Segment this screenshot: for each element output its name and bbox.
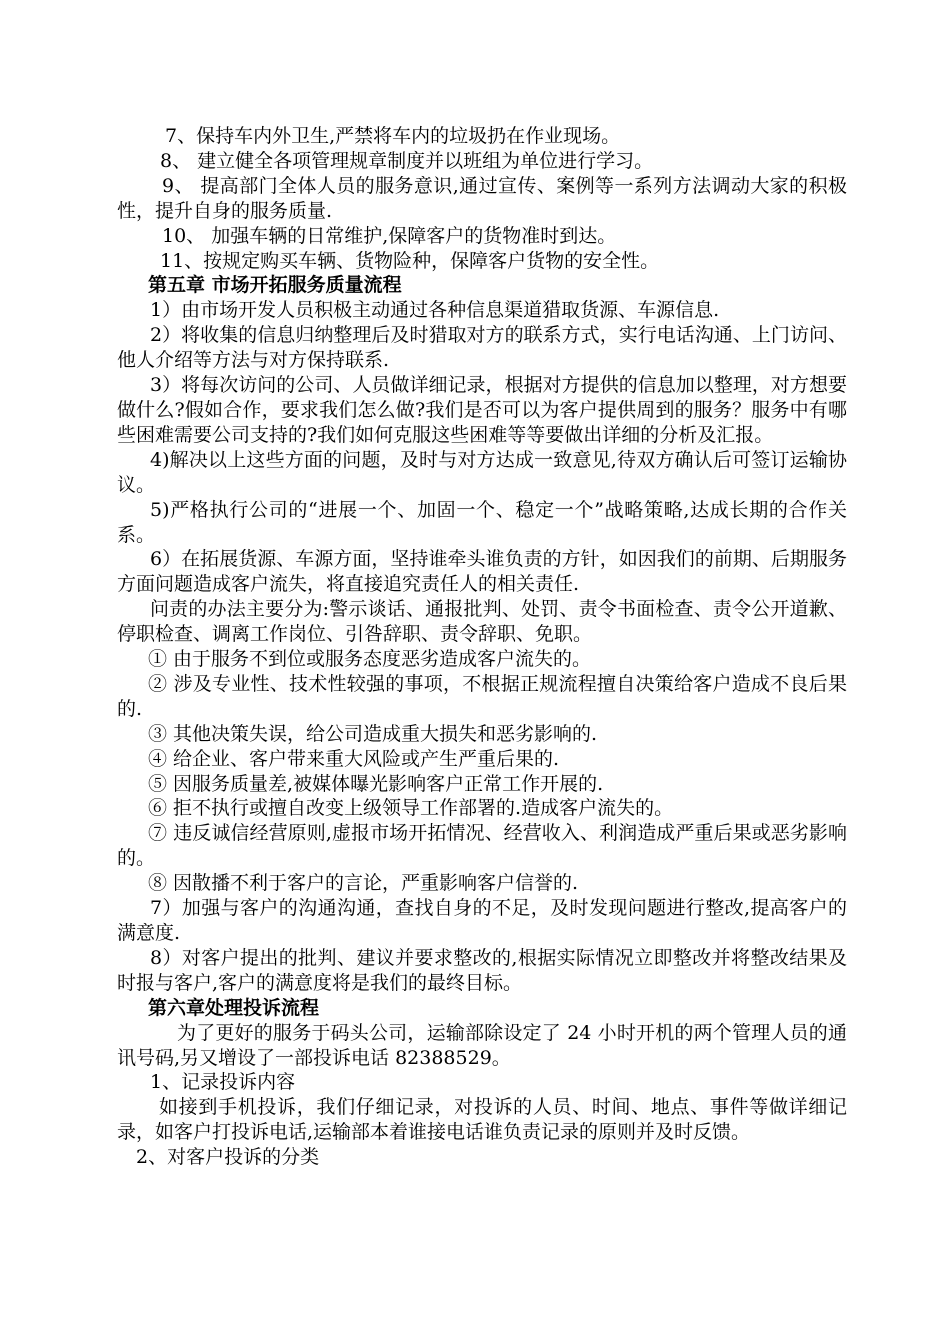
paragraph: 10、 加强车辆的日常维护,保障客户的货物准时到达。 <box>162 224 617 247</box>
paragraph: 3）将每次访问的公司、人员做详细记录，根据对方提供的信息加以整理，对方想要做什么?假如合作，要求我们怎么做?我们是否可以为客户提供周到的服务？服务中有哪些困难需要公司支持的?我们如何克服这些困难等等要做出详细的分析及汇报。 <box>117 374 847 446</box>
paragraph: 7）加强与客户的沟通沟通，查找自身的不足，及时发现问题进行整改,提高客户的满意度. <box>117 897 847 944</box>
paragraph: 8、 建立健全各项管理规章制度并以班组为单位进行学习。 <box>160 149 654 172</box>
list-item: ④ 给企业、客户带来重大风险或产生严重后果的. <box>148 747 560 770</box>
paragraph: 为了更好的服务于码头公司，运输部除设定了 24 小时开机的两个管理人员的通讯号码,另又增设了一部投诉电话 82388529。 <box>117 1021 847 1069</box>
paragraph: 9、 提高部门全体人员的服务意识,通过宣传、案例等一系列方法调动大家的积极性，提升自身的服务质量. <box>117 174 847 222</box>
paragraph: 6）在拓展货源、车源方面，坚持谁牵头谁负责的方针，如因我们的前期、后期服务方面问题造成客户流失，将直接追究责任人的相关责任. <box>117 548 847 596</box>
paragraph: 如接到手机投诉，我们仔细记录，对投诉的人员、时间、地点、事件等做详细记录，如客户打投诉电话,运输部本着谁接电话谁负责记录的原则并及时反馈。 <box>117 1096 847 1144</box>
paragraph: 4)解决以上这些方面的问题，及时与对方达成一致意见,待双方确认后可签订运输协议。 <box>117 448 847 496</box>
chapter-heading: 第五章 市场开拓服务质量流程 <box>148 274 402 297</box>
paragraph: 11、按规定购买车辆、货物险种，保障客户货物的安全性。 <box>160 249 660 272</box>
list-item: ⑧ 因散播不利于客户的言论，严重影响客户信誉的. <box>148 872 579 895</box>
paragraph: 1）由市场开发人员积极主动通过各种信息渠道猎取货源、车源信息. <box>150 299 720 322</box>
list-item: ⑦ 违反诚信经营原则,虚报市场开拓情况、经营收入、利润造成严重后果或恶劣影响的。 <box>117 822 847 870</box>
paragraph: 8）对客户提出的批判、建议并要求整改的,根据实际情况立即整改并将整改结果及时报与客户,客户的满意度将是我们的最终目标。 <box>117 946 847 994</box>
list-item: ② 涉及专业性、技术性较强的事项，不根据正规流程擅自决策给客户造成不良后果的. <box>117 672 847 720</box>
chapter-heading: 第六章处理投诉流程 <box>148 996 320 1019</box>
list-item: ③ 其他决策失误，给公司造成重大损失和恶劣影响的. <box>148 722 598 745</box>
section-heading: 2、对客户投诉的分类 <box>136 1146 320 1169</box>
paragraph: 问责的办法主要分为:警示谈话、通报批判、处罚、责令书面检查、责令公开道歉、停职检查、调离工作岗位、引咎辞职、责令辞职、免职。 <box>117 598 847 646</box>
paragraph: 5)严格执行公司的“进展一个、加固一个、稳定一个”战略策略,达成长期的合作关系。 <box>117 498 847 546</box>
list-item: ⑥ 拒不执行或擅自改变上级领导工作部署的.造成客户流失的。 <box>148 797 674 820</box>
section-heading: 1、记录投诉内容 <box>150 1071 296 1094</box>
list-item: ⑤ 因服务质量差,被媒体曝光影响客户正常工作开展的. <box>148 772 604 795</box>
paragraph: 2）将收集的信息归纳整理后及时猎取对方的联系方式，实行电话沟通、上门访问、他人介绍等方法与对方保持联系. <box>117 324 847 372</box>
list-item: ① 由于服务不到位或服务态度恶劣造成客户流失的。 <box>148 648 592 671</box>
paragraph: 7、保持车内外卫生,严禁将车内的垃圾扔在作业现场。 <box>165 125 621 147</box>
